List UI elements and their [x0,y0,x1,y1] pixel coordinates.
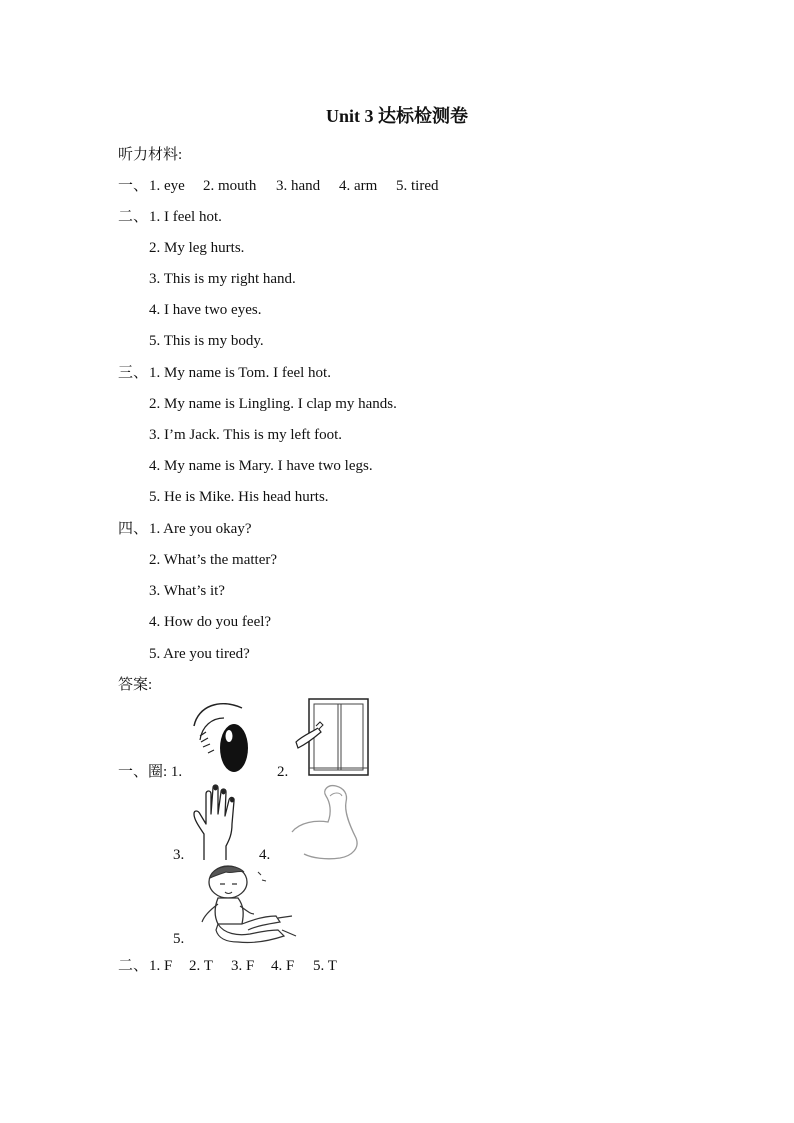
section1-item: 5. tired [396,178,439,194]
section3-item: 4. My name is Mary. I have two legs. [149,458,373,474]
section2-item: 4. I have two eyes. [149,302,262,318]
section1-item: 4. arm [339,178,378,194]
section1-number: 一、 [118,178,149,194]
answer1-label: 5. [173,931,185,947]
answer2-item: 4. F [271,958,295,974]
answer2-item: 5. T [313,958,337,974]
section4-number: 四、 [118,521,149,537]
answer2-item: 1. F [149,958,173,974]
arm-icon [290,782,362,862]
tired-boy-icon [198,864,302,946]
section1-item: 3. hand [276,178,321,194]
section2-number: 二、 [118,209,149,225]
section4-item: 1. Are you okay? [149,521,252,537]
listening-label: 听力材料: [118,147,183,163]
answer2-item: 3. F [231,958,255,974]
section3-number: 三、 [118,365,149,381]
answers-label: 答案: [118,677,153,693]
section3-item: 1. My name is Tom. I feel hot. [149,365,331,381]
answer2-item: 2. T [189,958,213,974]
section4-item: 2. What’s the matter? [149,552,278,568]
answer1-prefix: 一、圈: 1. [118,764,183,780]
section2-item: 3. This is my right hand. [149,271,296,287]
section2-item: 1. I feel hot. [149,209,222,225]
section3-item: 3. I’m Jack. This is my left foot. [149,427,343,443]
section4-item: 4. How do you feel? [149,614,272,630]
section3-item: 2. My name is Lingling. I clap my hands. [149,396,397,412]
section3-item: 5. He is Mike. His head hurts. [149,489,329,505]
section4-item: 3. What’s it? [149,583,225,599]
answer1-label: 3. [173,847,185,863]
answer1-label: 4. [259,847,271,863]
hand-icon [192,784,240,862]
section4-item: 5. Are you tired? [149,646,250,662]
section1-item: 1. eye [149,178,185,194]
section2-item: 2. My leg hurts. [149,240,245,256]
page-title: Unit 3 达标检测卷 [325,106,468,126]
section1-item: 2. mouth [203,178,257,194]
answer2-number: 二、 [118,958,149,974]
eye-icon [190,696,256,776]
window-icon [294,698,370,778]
section2-item: 5. This is my body. [149,333,264,349]
answer1-label: 2. [277,764,289,780]
